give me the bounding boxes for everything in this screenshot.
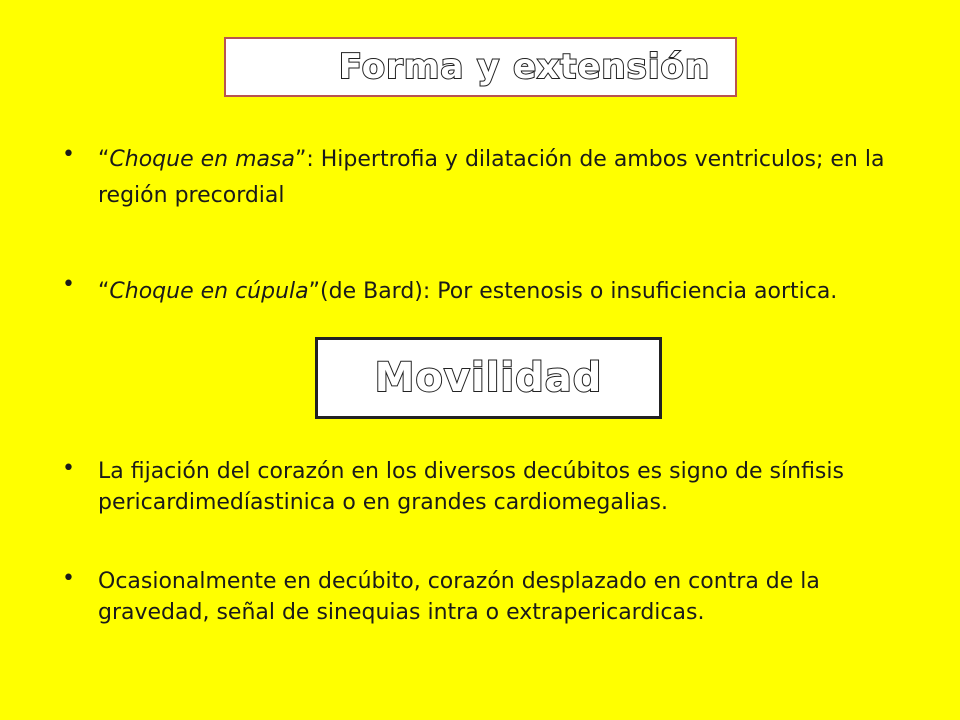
heading-box-forma-y-extension — [224, 37, 737, 97]
bullet-dot: • — [62, 272, 75, 297]
bullet-body: (de Bard): Por estenosis o insuficiencia aortica. — [320, 279, 838, 304]
bullet-dot: • — [62, 456, 75, 481]
bullet-text: Ocasionalmente en decúbito, corazón desplazado en contra de la gravedad, señal de sinequias intra o extrapericardicas. — [98, 569, 820, 625]
bullet-text: “Choque en cúpula”(de Bard): Por estenosis o insuficiencia aortica. — [98, 279, 838, 304]
heading-forma-y-extension: Forma y extensión — [338, 47, 711, 87]
heading-movilidad: Movilidad — [374, 355, 603, 401]
bullet-text: “Choque en masa”: Hipertrofia y dilatación de ambos ventriculos; en la región precordial — [98, 147, 885, 208]
bullet-body: : Hipertrofia y dilatación de ambos ventriculos; en la región precordial — [98, 147, 885, 208]
bullet-italic-term: Choque en masa — [109, 147, 295, 172]
bullet-dot: • — [62, 142, 75, 167]
bullet-dot: • — [62, 566, 75, 591]
bullet-italic-term: Choque en cúpula — [109, 279, 309, 304]
bullet-text: La fijación del corazón en los diversos decúbitos es signo de sínfisis pericardimedíastinica o en grandes cardiomegalias. — [98, 459, 844, 515]
heading-box-movilidad — [315, 337, 662, 419]
